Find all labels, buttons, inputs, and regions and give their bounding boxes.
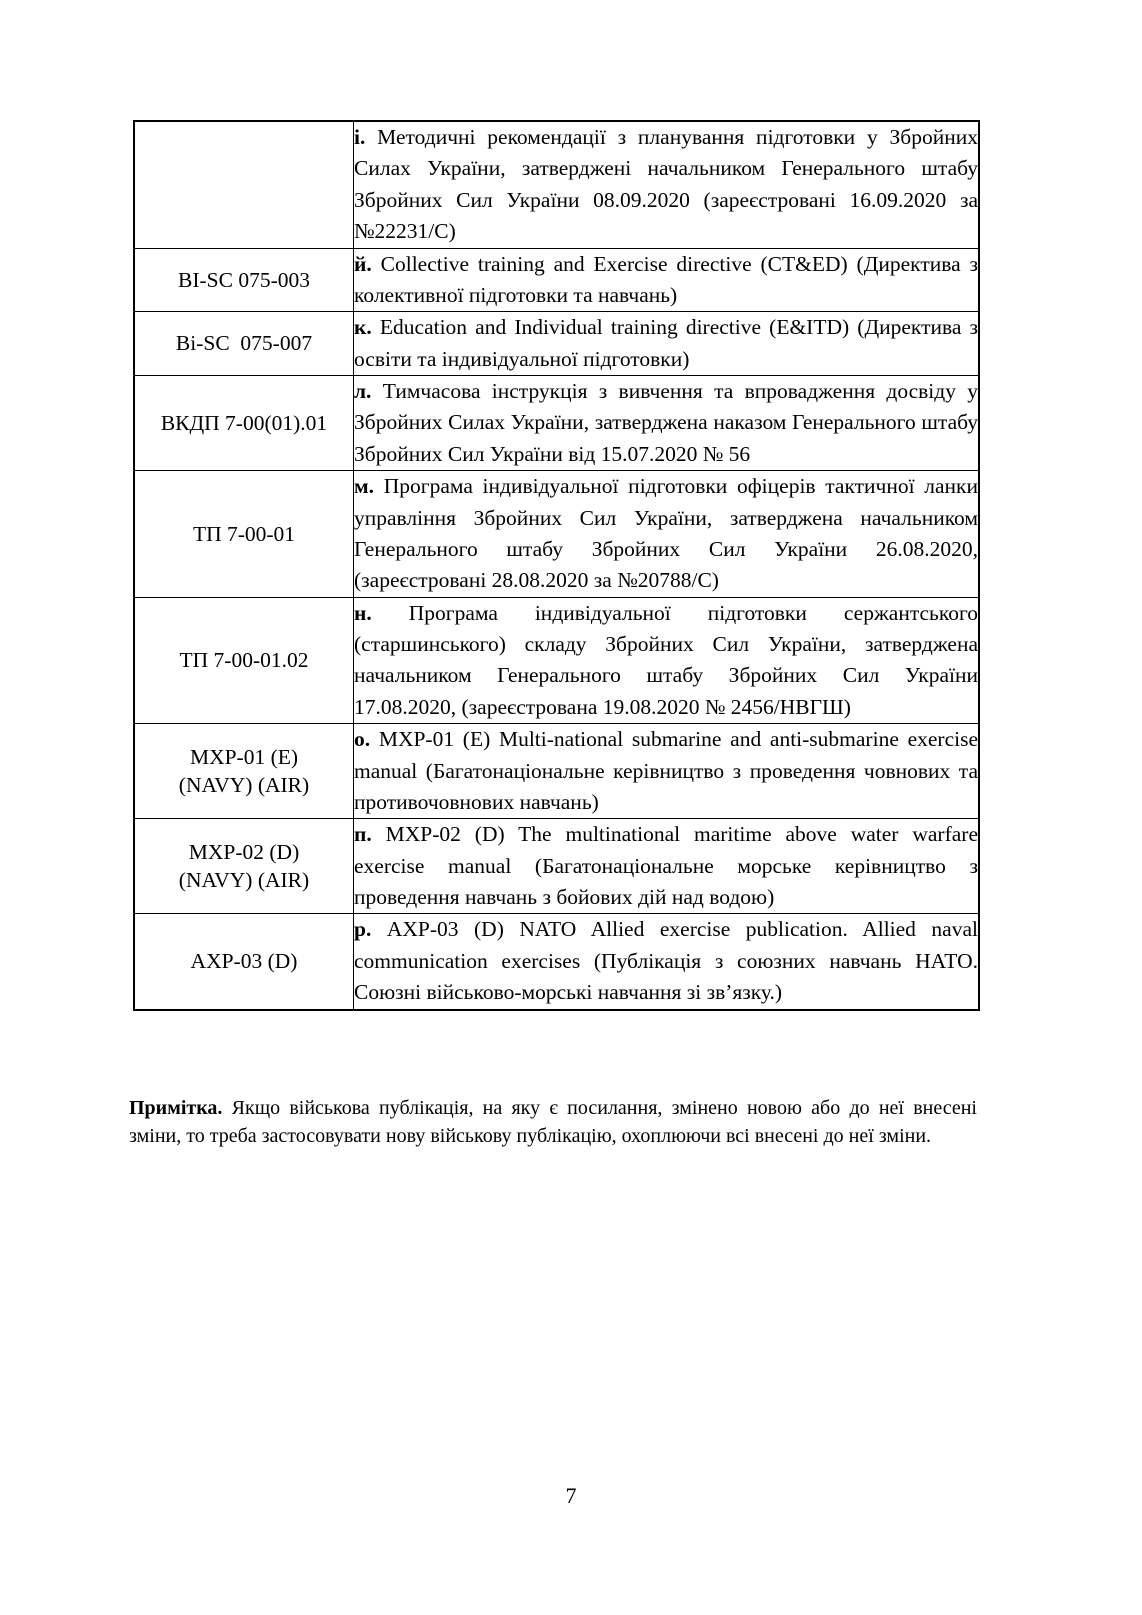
list-marker: й. <box>354 251 372 276</box>
list-marker: н. <box>354 600 372 625</box>
table-cell-description <box>354 471 980 598</box>
table-cell-description <box>354 121 980 248</box>
description-text: MXP-02 (D) The multinational maritime above water warfare exercise manual (Багатонаціональне морське керівництво з проведення навчань з бойових дій над водою) <box>354 822 978 909</box>
table-cell-code <box>134 724 354 819</box>
table-row <box>134 248 979 312</box>
description-text: Програма індивідуальної підготовки сержантського (старшинського) складу Збройних Сил України, затверджена начальником Генерального штабу Збройних Сил України 17.08.2020, (зареєстрована 19.08.2020 № 2456/НВГШ) <box>354 600 978 719</box>
table-cell-code <box>134 248 354 312</box>
table-note <box>129 1094 977 1150</box>
note-text: Якщо військова публікація, на яку є посилання, змінено новою або до неї внесені зміни, то треба застосовувати нову військову публікацію, охоплюючи всі внесені до неї зміни. <box>129 1097 977 1147</box>
publication-code: ВКДП 7-00(01).01 <box>160 410 328 435</box>
table-cell-description <box>354 819 980 914</box>
table-row <box>134 121 979 248</box>
publication-code: Bi-SC 075-007 <box>175 331 313 356</box>
description-text: Тимчасова інструкція з вивчення та впровадження досвіду у Збройних Силах України, затверджена наказом Генерального штабу Збройних Сил України від 15.07.2020 № 56 <box>354 379 978 466</box>
table-row <box>134 819 979 914</box>
references-table-body <box>134 121 979 1010</box>
table-cell-code <box>134 312 354 376</box>
description-text: Education and Individual training directive (E&ITD) (Директива з освіти та індивідуальної підготовки) <box>354 315 978 371</box>
publication-code: ТП 7-00-01 <box>192 521 296 546</box>
list-marker: п. <box>354 822 372 847</box>
description-text: AXP-03 (D) NATO Allied exercise publication. Allied naval communication exercises (Публікація з союзних навчань НАТО. Союзні військово-морські навчання зі зв’язку.) <box>354 917 978 1005</box>
description-text: Collective training and Exercise directive (CT&ED) (Директива з колективної підготовки та навчань) <box>354 251 978 307</box>
publication-code-suffix: (NAVY) (AIR) <box>178 773 310 798</box>
list-marker: л. <box>354 379 372 403</box>
table-cell-code <box>134 471 354 598</box>
description-text: Методичні рекомендації з планування підготовки у Збройних Силах України, затверджені начальником Генерального штабу Збройних Сил України 08.09.2020 (зареєстровані 16.09.2020 за №22231/С) <box>354 125 978 244</box>
note-label: Примітка. <box>129 1097 223 1119</box>
publication-code: BI-SC 075-003 <box>178 267 310 292</box>
table-cell-description <box>354 376 980 471</box>
table-row <box>134 724 979 819</box>
table-cell-code <box>134 914 354 1010</box>
list-marker: і. <box>354 125 366 149</box>
table-cell-description <box>354 914 980 1010</box>
table-row <box>134 376 979 471</box>
publication-code: AXP-03 (D) <box>190 949 298 974</box>
publication-code: ТП 7-00-01.02 <box>179 648 309 673</box>
table-cell-description <box>354 312 980 376</box>
table-cell-code <box>134 819 354 914</box>
page-number: 7 <box>565 1483 577 1508</box>
table-row <box>134 312 979 376</box>
table-cell-code <box>134 597 354 724</box>
publication-code: MXP-01 (E) <box>189 744 299 769</box>
description-text: MXP-01 (E) Multi-national submarine and anti-submarine exercise manual (Багатонаціональне керівництво з проведення човнових та противочовнових навчань) <box>354 727 978 814</box>
list-marker: р. <box>354 917 372 942</box>
table-cell-code <box>134 376 354 471</box>
list-marker: м. <box>354 474 375 499</box>
table-row <box>134 471 979 598</box>
table-cell-description <box>354 248 980 312</box>
publication-code: MXP-02 (D) <box>188 839 300 864</box>
list-marker: к. <box>354 315 372 340</box>
table-cell-description <box>354 597 980 724</box>
table-row <box>134 914 979 1010</box>
references-table <box>133 120 980 1011</box>
table-row <box>134 597 979 724</box>
publication-code-suffix: (NAVY) (AIR) <box>178 868 310 893</box>
table-cell-description <box>354 724 980 819</box>
table-cell-code <box>134 121 354 248</box>
description-text: Програма індивідуальної підготовки офіцерів тактичної ланки управління Збройних Сил України, затверджена начальником Генерального штабу Збройних Сил України 26.08.2020, (зареєстровані 28.08.2020 за №20788/С) <box>354 474 978 593</box>
list-marker: о. <box>354 727 371 752</box>
